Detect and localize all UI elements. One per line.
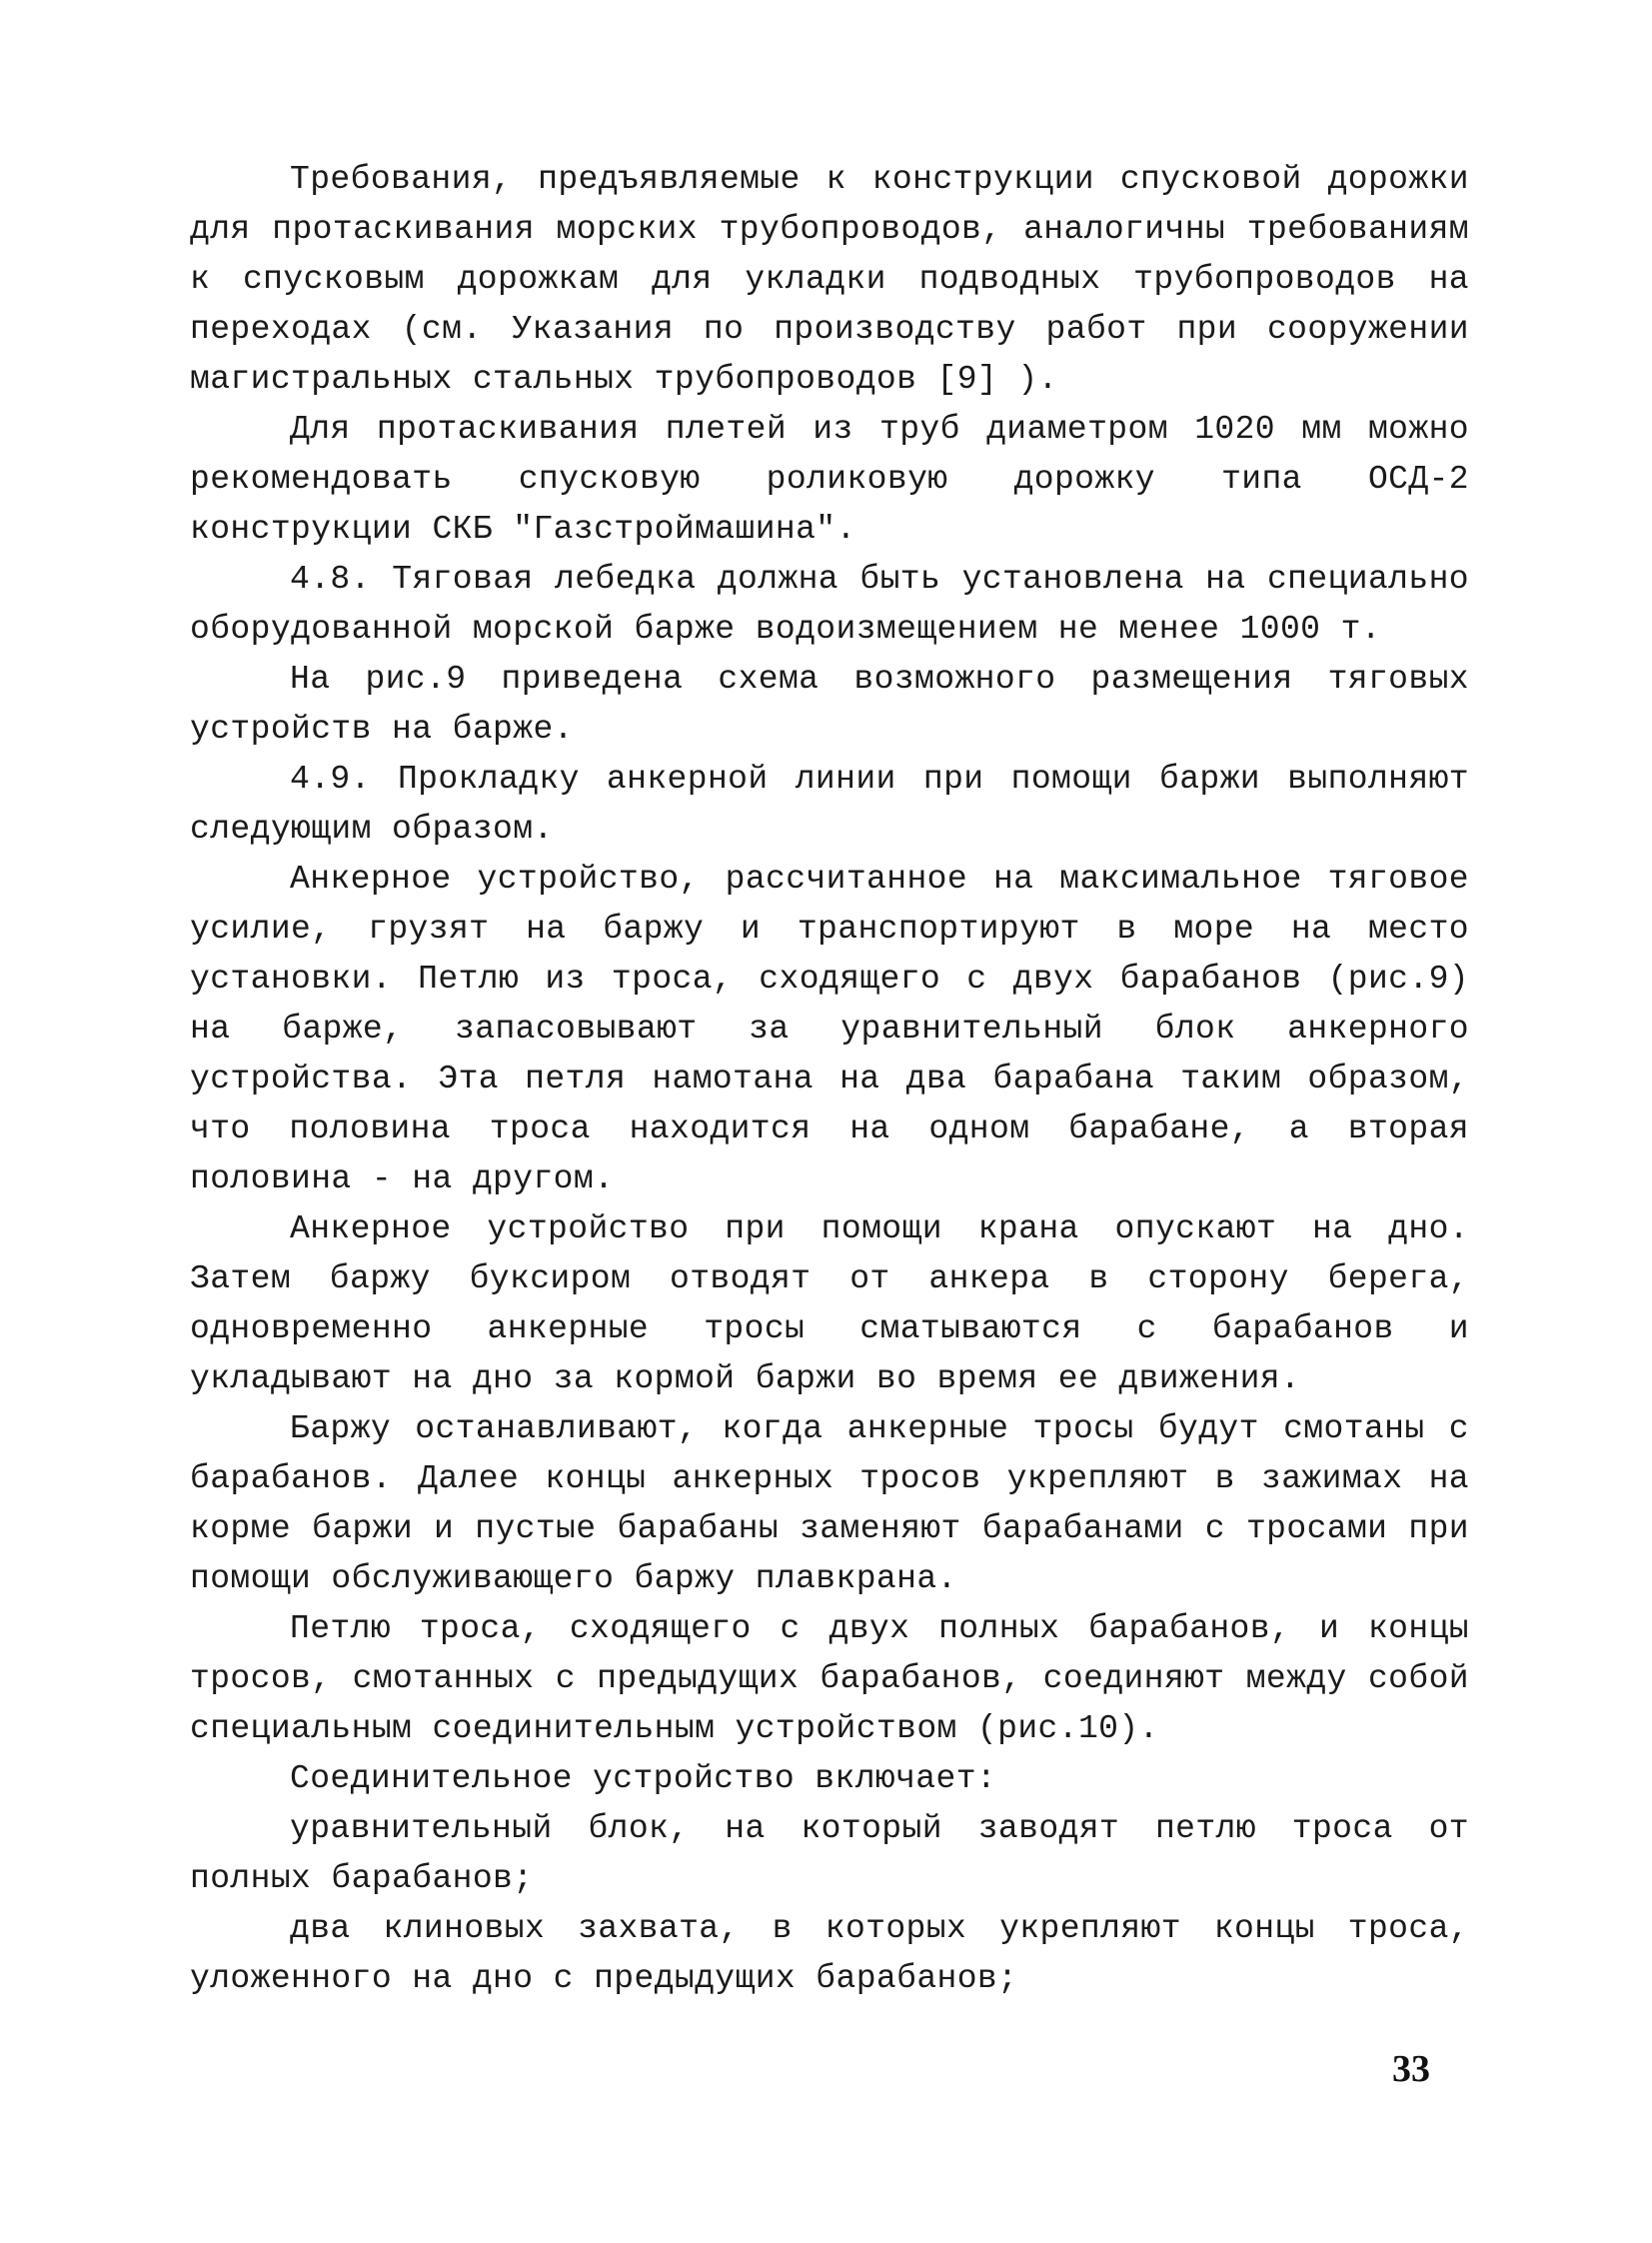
paragraph-9: Петлю троса, сходящего с двух полных барабанов, и концы тросов, смотанных с предыдущих барабанов, соединяют между собой специальным соединительным устройством (рис.10). bbox=[190, 1610, 1469, 1747]
paragraph-4: На рис.9 приведена схема возможного размещения тяговых устройств на барже. bbox=[190, 661, 1469, 748]
paragraph-12: два клиновых захвата, в которых укрепляют концы троса, уложенного на дно с предыдущих барабанов; bbox=[190, 1910, 1469, 1997]
paragraph-5: 4.9. Прокладку анкерной линии при помощи баржи выполняют следующим образом. bbox=[190, 761, 1469, 848]
paragraph-2: Для протаскивания плетей из труб диаметром 1020 мм можно рекомендовать спусковую роликовую дорожку типа ОСД-2 конструкции СКБ "Газстроймашина". bbox=[190, 411, 1469, 548]
body-text bbox=[190, 155, 1469, 2004]
page-number: 33 bbox=[1392, 2048, 1430, 2090]
paragraph-1: Требования, предъявляемые к конструкции спусковой дорожки для протаскивания морских трубопроводов, аналогичны требованиям к спусковым дорожкам для укладки подводных трубопроводов на переходах (см. Указания по производству работ при сооружении магистральных стальных трубопроводов [9] ). bbox=[190, 161, 1469, 398]
paragraph-8: Баржу останавливают, когда анкерные тросы будут смотаны с барабанов. Далее концы анкерных тросов укрепляют в зажимах на корме баржи и пустые барабаны заменяют барабанами с тросами при помощи обслуживающего баржу плавкрана. bbox=[190, 1410, 1469, 1597]
paragraph-6: Анкерное устройство, рассчитанное на максимальное тяговое усилие, грузят на баржу и транспортируют в море на место установки. Петлю из троса, сходящего с двух барабанов (рис.9) на барже, запасовывают за уравнительный блок анкерного устройства. Эта петля намотана на два барабана таким образом, что половина троса находится на одном барабане, а вторая половина - на другом. bbox=[190, 861, 1469, 1197]
paragraph-11: уравнительный блок, на который заводят петлю троса от полных барабанов; bbox=[190, 1810, 1469, 1897]
paragraph-3: 4.8. Тяговая лебедка должна быть установлена на специально оборудованной морской барже водоизмещением не менее 1000 т. bbox=[190, 561, 1469, 648]
paragraph-10: Соединительное устройство включает: bbox=[290, 1760, 997, 1797]
paragraph-7: Анкерное устройство при помощи крана опускают на дно. Затем баржу буксиром отводят от анкера в сторону берега, одновременно анкерные тросы сматываются с барабанов и укладывают на дно за кормой баржи во время ее движения. bbox=[190, 1210, 1469, 1397]
